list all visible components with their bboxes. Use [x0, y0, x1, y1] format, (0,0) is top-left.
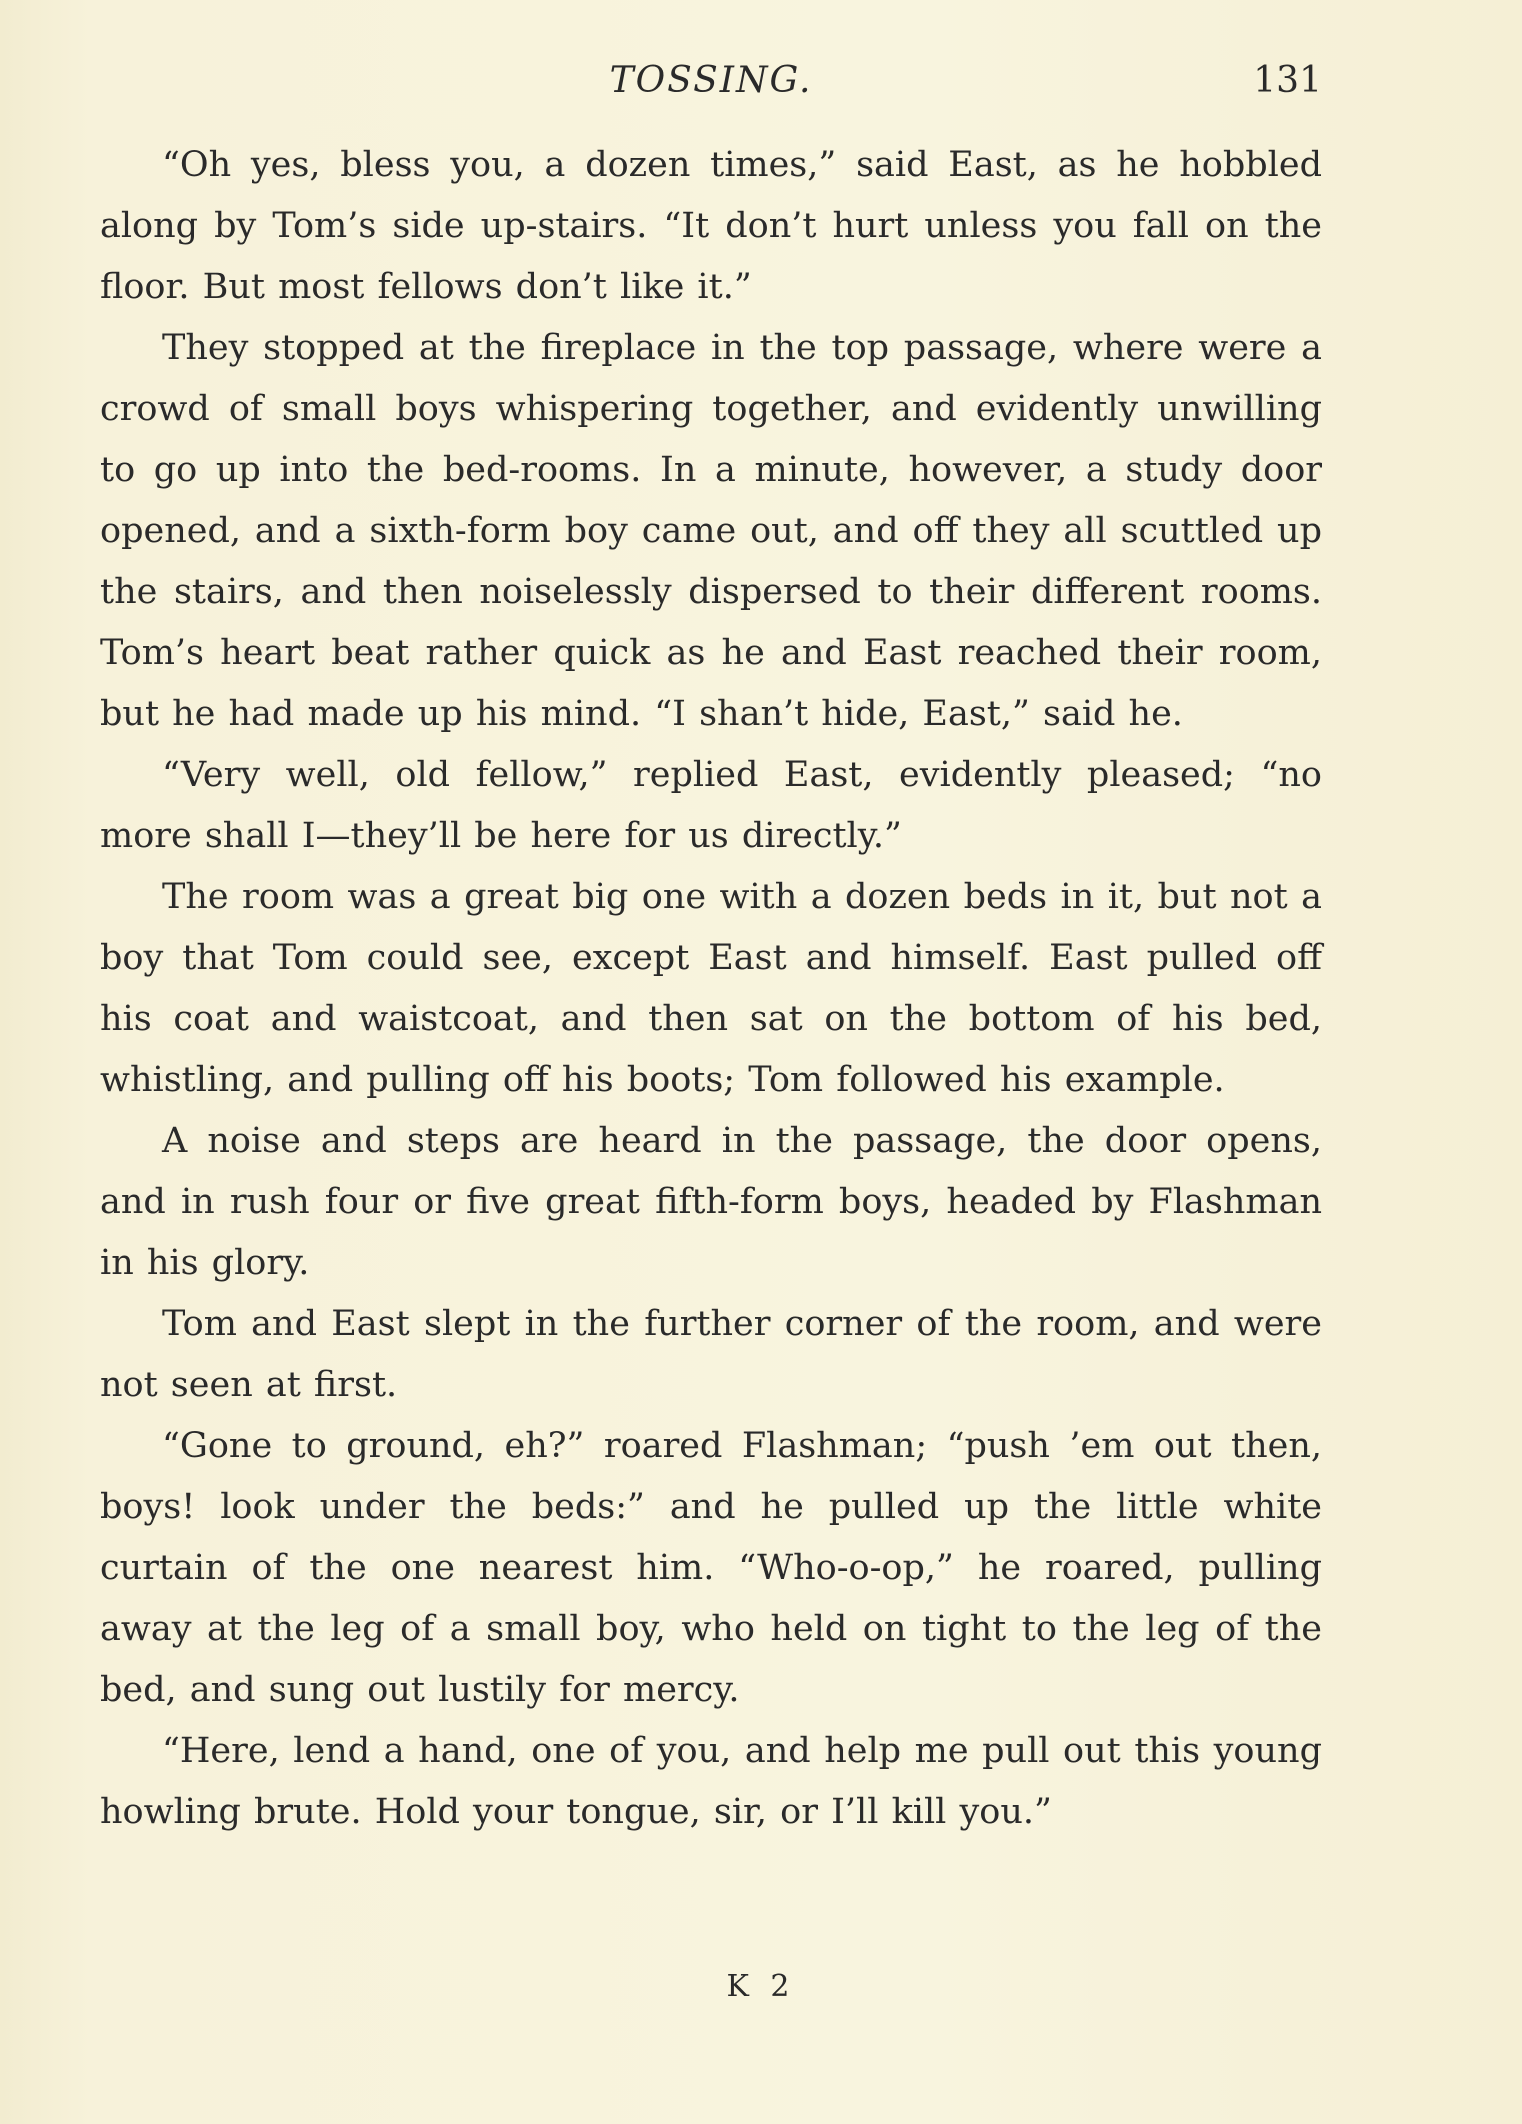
paragraph: They stopped at the fireplace in the top passage, where were a crowd of small boys whispering together, and evidently unwilling to go up into the bed-rooms. In a minute, however, a study door opened, and a sixth-form boy came out, and off they all scuttled up the stairs, and then noiselessly dispersed to their different rooms. Tom’s heart beat rather quick as he and East reached their room, but he had made up his mind. “I shan’t hide, East,” said he.	[100, 328, 1322, 734]
paragraph: The room was a great big one with a dozen beds in it, but not a boy that Tom could see, except East and himself. East pulled off his coat and waistcoat, and then sat on the bottom of his bed, whistling, and pulling off his boots; Tom followed his example.	[100, 877, 1322, 1100]
paragraph: Tom and East slept in the further corner of the room, and were not seen at first.	[100, 1304, 1322, 1405]
paragraph: “Oh yes, bless you, a dozen times,” said East, as he hobbled along by Tom’s side up-stairs. “It don’t hurt unless you fall on the floor. But most fellows don’t like it.”	[100, 145, 1322, 307]
paragraph: A noise and steps are heard in the passage, the door opens, and in rush four or five great fifth-form boys, headed by Flashman in his glory.	[100, 1121, 1322, 1283]
page-number: 131	[1253, 60, 1322, 101]
body-text	[100, 135, 1322, 1843]
running-title: TOSSING.	[609, 60, 813, 101]
signature-mark: K 2	[726, 1969, 796, 2004]
paragraph: “Very well, old fellow,” replied East, evidently pleased; “no more shall I—they’ll be here for us directly.”	[100, 755, 1322, 856]
paragraph: “Here, lend a hand, one of you, and help me pull out this young howling brute. Hold your tongue, sir, or I’ll kill you.”	[100, 1731, 1322, 1832]
paragraph: “Gone to ground, eh?” roared Flashman; “push ’em out then, boys! look under the beds:” and he pulled up the little white curtain of the one nearest him. “Who-o-op,” he roared, pulling away at the leg of a small boy, who held on tight to the leg of the bed, and sung out lustily for mercy.	[100, 1426, 1322, 1710]
page-header	[100, 56, 1322, 106]
